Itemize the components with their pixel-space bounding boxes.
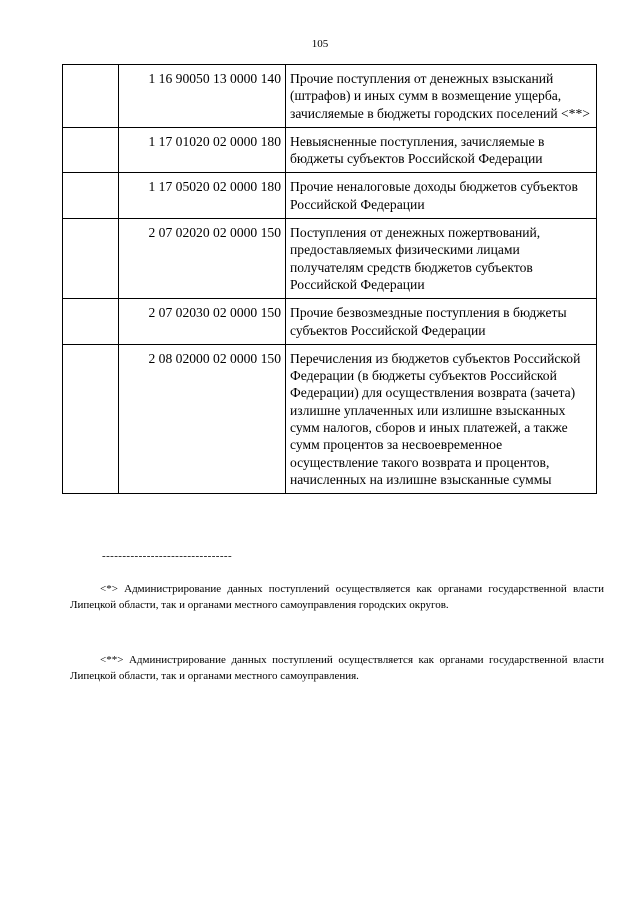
revenue-name-cell: Перечисления из бюджетов субъектов Российской Федерации (в бюджеты субъектов Российской Федерации) для осуществления возврата (зачета) излишне уплаченных или излишне взысканных сумм налогов, сборов и иных платежей, а также сумм процентов за несвоевременное осуществление такого возврата и процентов, начисленных на излишне взысканные суммы <box>286 344 597 493</box>
table-row <box>63 344 597 493</box>
revenue-name-cell: Прочие безвозмездные поступления в бюджеты субъектов Российской Федерации <box>286 299 597 345</box>
admin-code-cell <box>63 65 119 128</box>
table-row <box>63 219 597 299</box>
table-row <box>63 299 597 345</box>
footnote-2: <**> Администрирование данных поступлений осуществляется как органами государственной власти Липецкой области, так и органами местного самоуправления. <box>70 654 604 682</box>
revenue-code-cell: 1 16 90050 13 0000 140 <box>119 65 286 128</box>
admin-code-cell <box>63 219 119 299</box>
revenue-name-cell: Прочие неналоговые доходы бюджетов субъектов Российской Федерации <box>286 173 597 219</box>
revenue-code-cell: 1 17 05020 02 0000 180 <box>119 173 286 219</box>
revenue-name-cell: Невыясненные поступления, зачисляемые в бюджеты субъектов Российской Федерации <box>286 127 597 173</box>
admin-code-cell <box>63 127 119 173</box>
revenue-code-cell: 2 08 02000 02 0000 150 <box>119 344 286 493</box>
revenue-code-cell: 1 17 01020 02 0000 180 <box>119 127 286 173</box>
admin-code-cell <box>63 299 119 345</box>
table-row <box>63 127 597 173</box>
admin-code-cell <box>63 344 119 493</box>
revenue-name-cell: Прочие поступления от денежных взысканий (штрафов) и иных сумм в возмещение ущерба, зачисляемые в бюджеты городских поселений <**> <box>286 65 597 128</box>
table-row <box>63 173 597 219</box>
revenue-codes-table <box>62 64 597 494</box>
revenue-name-cell: Поступления от денежных пожертвований, предоставляемых физическими лицами получателям средств бюджетов субъектов Российской Федерации <box>286 219 597 299</box>
page-number: 105 <box>311 38 329 50</box>
table-row <box>63 65 597 128</box>
revenue-code-cell: 2 07 02030 02 0000 150 <box>119 299 286 345</box>
footnote-separator: -------------------------------- <box>102 550 233 562</box>
revenue-code-cell: 2 07 02020 02 0000 150 <box>119 219 286 299</box>
admin-code-cell <box>63 173 119 219</box>
footnote-1: <*> Администрирование данных поступлений осуществляется как органами государственной власти Липецкой области, так и органами местного самоуправления городских округов. <box>70 583 604 611</box>
